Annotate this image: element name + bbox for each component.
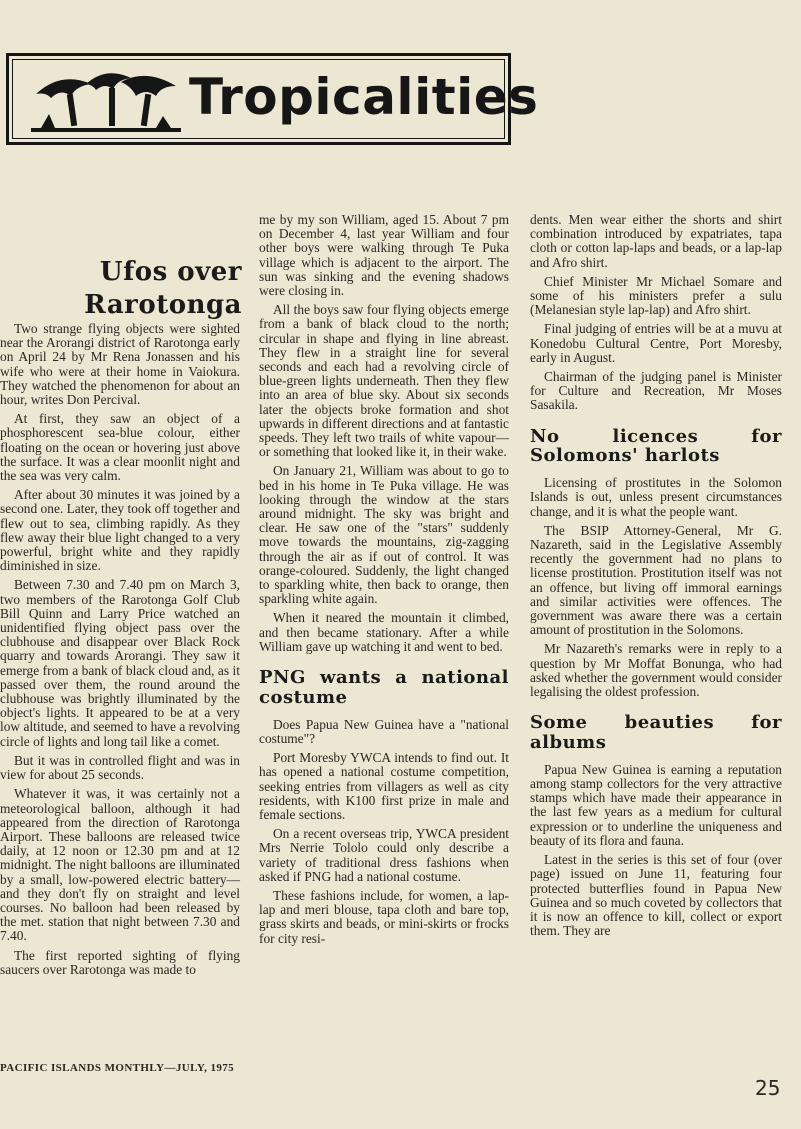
paragraph: Final judging of entries will be at a muvu at Konedobu Cultural Centre, Port Moresby, early in August.	[530, 321, 782, 365]
paragraph: The BSIP Attorney-General, Mr G. Nazareth, said in the Legislative Assembly recently the government had no plans to license prostitution. Prostitution itself was not an offence, but living off immoral earnings and similar activities were offences. The government was aware there was a certain amount of prostitution in the Solomons.	[530, 522, 782, 638]
paragraph: But it was in controlled flight and was in view for about 25 seconds.	[0, 752, 240, 783]
paragraph: dents. Men wear either the shorts and shirt combination introduced by expatriates, tapa cloth or cotton lap-laps and beads, or a lap-lap and Afro shirt.	[530, 212, 782, 270]
article-heading-solomons: No licences for Solomons' harlots	[530, 425, 782, 467]
paragraph: When it neared the mountain it climbed, and then became stationary. After a while William gave up watching it and went to bed.	[259, 610, 509, 654]
heading-line: Ufos over	[99, 257, 242, 287]
page-number: 25	[755, 1076, 781, 1100]
article-heading-png-costume: PNG wants a national costume	[259, 667, 509, 708]
paragraph: All the boys saw four flying objects emerge from a bank of black cloud to the north; circular in shape and flying in line abreast. They flew in a straight line for several seconds and each had a revolving circle of blue-green lights underneath. Then they flew into an area of blue sky. About six seconds later the objects broke formation and shot upwards in different directions and at fantastic speeds. They left two trails of white vapour—or something that looked like it, in their wake.	[259, 302, 509, 460]
column-2	[259, 213, 509, 951]
paragraph: Papua New Guinea is earning a reputation among stamp collectors for the very attractive stamps which have made their appearance in the last few years as a medium for cultural expression or to underline the uniqueness and beauty of its flora and fauna.	[530, 761, 782, 848]
paragraph: Between 7.30 and 7.40 pm on March 3, two members of the Rarotonga Golf Club Bill Quinn and Larry Price watched an unidentified flying object pass over the clubhouse and disappear over Black Rock quarry and towards Arorangi. They saw it emerge from a bank of black cloud and, as it passed over them, the round around the clubhouse was brightly illuminated by the object's lights. It appeared to be at a very low altitude, and seemed to have a revolving circle of lights and long tail like a comet.	[0, 577, 240, 749]
paragraph: Mr Nazareth's remarks were in reply to a question by Mr Moffat Bonunga, who had asked whether the government would consider legalising the oldest profession.	[530, 641, 782, 700]
paragraph: After about 30 minutes it was joined by a second one. Later, they took off together and flew out to sea, climbing rapidly. As they flew away their blue light changed to a very powerful, bright white and they rapidly diminished in size.	[0, 487, 240, 574]
paragraph: On a recent overseas trip, YWCA president Mrs Nerrie Tololo could only describe a variety of traditional dress fashions when asked if PNG had a national costume.	[259, 826, 509, 884]
paragraph: On January 21, William was about to go to bed in his home in Te Puka village. He was looking through the window at the stars around midnight. The sky was bright and clear. He saw one of the "stars" suddenly move towards the mountains, zig-zagging through the air as if out of control. It was orange-coloured. Suddenly, the light changed to sparkling white, then back to orange, then sparkling white again.	[259, 463, 509, 607]
paragraph: Chairman of the judging panel is Minister for Culture and Recreation, Mr Moses Sasakila.	[530, 369, 782, 413]
paragraph: At first, they saw an object of a phosphorescent sea-blue colour, either floating on the ocean or hovering just above the surface. It was a clear moonlit night and the sea was very calm.	[0, 411, 240, 484]
paragraph: The first reported sighting of flying saucers over Rarotonga was made to	[0, 947, 240, 977]
paragraph: Licensing of prostitutes in the Solomon Islands is out, unless present circumstances change, and it is what the people want.	[530, 475, 782, 519]
paragraph: Does Papua New Guinea have a "national costume"?	[259, 716, 509, 746]
paragraph: Two strange flying objects were sighted near the Arorangi district of Rarotonga early on April 24 by Mr Rena Jonassen and his wife who were at their home in Vaiokura. They watched the phenomenon for about an hour, writes Don Percival.	[0, 321, 240, 408]
paragraph: Whatever it was, it was certainly not a meteorological balloon, although it had appeared from the direction of Rarotonga Airport. These balloons are released twice daily, at 12 noon or 12.30 pm and at 12 midnight. The night balloons are illuminated by a small, low-powered electric battery—and they don't fly on straight and level courses. No balloon had been released by the met. station that night between 7.30 and 7.40.	[0, 786, 240, 944]
palm-tree-icon	[31, 66, 181, 132]
column-1	[0, 322, 240, 982]
masthead-box	[6, 53, 539, 145]
column-3	[530, 213, 782, 943]
masthead-title: Tropicalities	[189, 68, 539, 126]
footer-publication: PACIFIC ISLANDS MONTHLY—JULY, 1975	[0, 1062, 235, 1074]
paragraph: These fashions include, for women, a lap-lap and meri blouse, tapa cloth and bare top, grass skirts and beads, or mini-skirts or frocks for city resi-	[259, 887, 509, 946]
paragraph: Chief Minister Mr Michael Somare and some of his ministers prefer a sulu (Melanesian style lap-lap) and Afro shirt.	[530, 273, 782, 318]
paragraph: me by my son William, aged 15. About 7 pm on December 4, last year William and four other boys were walking through Te Puka village which is adjacent to the airport. The sun was sinking and the evening shadows were closing in.	[259, 212, 509, 299]
heading-line: Rarotonga	[84, 290, 242, 320]
paragraph: Latest in the series is this set of four (over page) issued on June 11, featuring four protected butterflies found in Papua New Guinea and so much coveted by collectors that it is now an offence to kill, collect or export them. They are	[530, 852, 782, 939]
article-heading-ufos	[80, 256, 242, 322]
paragraph: Port Moresby YWCA intends to find out. It has opened a national costume competition, seeking entries from villagers as well as city residents, with K100 first prize in male and female sections.	[259, 750, 509, 822]
article-heading-stamps: Some beauties for albums	[530, 712, 782, 754]
